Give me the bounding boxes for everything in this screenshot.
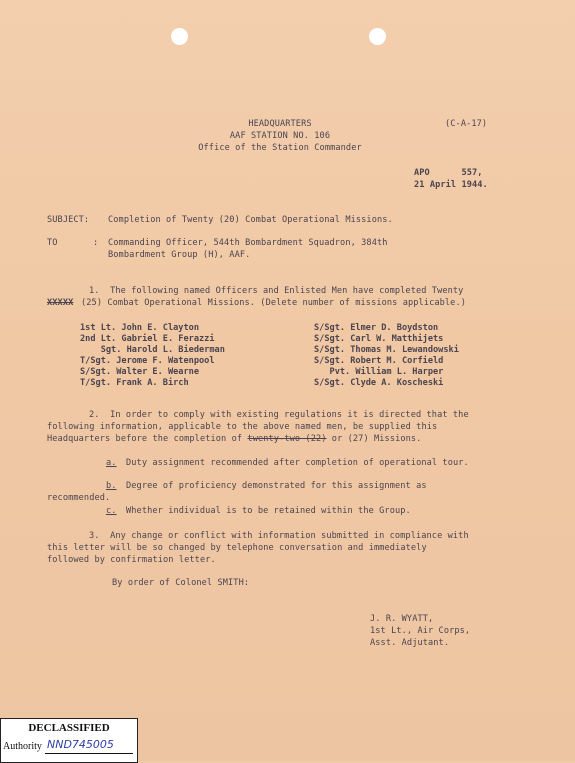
- signer-name: J. R. WYATT,: [370, 614, 434, 624]
- apo-number: APO 557,: [414, 168, 483, 178]
- header-line-3: Office of the Station Commander: [198, 143, 362, 153]
- roster-left: [80, 323, 225, 389]
- header-line-1: HEADQUARTERS: [248, 119, 312, 129]
- header-line-2: AAF STATION NO. 106: [229, 131, 331, 141]
- para3-line-3: followed by confirmation letter.: [47, 555, 216, 565]
- para2-line-2: following information, applicable to the above named men, be supplied this: [47, 422, 438, 432]
- item-b-text-cont: recommended.: [47, 493, 111, 503]
- subject-label: SUBJECT:: [47, 215, 90, 225]
- roster-entry: 1st Lt. John E. Clayton: [80, 323, 199, 333]
- roster-entry: Sgt. Harold L. Biederman: [80, 345, 225, 355]
- item-a-label: a.: [106, 458, 117, 468]
- to-line-2: Bombardment Group (H), AAF.: [108, 250, 251, 260]
- stamp-signature-line: [45, 753, 133, 754]
- roster-entry: S/Sgt. Elmer D. Boydston: [314, 323, 439, 333]
- para3-line-2: this letter will be so changed by telephone conversation and immediately: [47, 543, 427, 553]
- file-code: (C-A-17): [445, 119, 488, 129]
- declassified-stamp: [0, 718, 138, 763]
- punch-hole-right: [369, 28, 386, 45]
- item-c-text: Whether individual is to be retained within the Group.: [126, 506, 411, 516]
- letter-date: 21 April 1944.: [414, 180, 488, 190]
- para2-line-1: 2. In order to comply with existing regulations it is directed that the: [89, 410, 469, 420]
- para1-line-2: (25) Combat Operational Missions. (Delete number of missions applicable.): [81, 298, 466, 308]
- item-b-text: Degree of proficiency demonstrated for this assignment as: [126, 481, 427, 491]
- by-order: By order of Colonel SMITH:: [112, 578, 250, 588]
- roster-entry: 2nd Lt. Gabriel E. Ferazzi: [80, 334, 215, 344]
- item-b-label: b.: [106, 481, 117, 491]
- para3-line-1: 3. Any change or conflict with information submitted in compliance with: [89, 531, 469, 541]
- subject-text: Completion of Twenty (20) Combat Operational Missions.: [108, 215, 393, 225]
- roster-entry: S/Sgt. Clyde A. Koscheski: [314, 378, 444, 388]
- stamp-title: DECLASSIFIED: [28, 722, 110, 734]
- para1-line-1: 1. The following named Officers and Enlisted Men have completed Twenty: [89, 286, 464, 296]
- to-colon: :: [93, 238, 99, 248]
- to-label: TO: [47, 238, 58, 248]
- roster-entry: S/Sgt. Thomas M. Lewandowski: [314, 345, 459, 355]
- struck-mission-count: twenty-two (22): [247, 434, 327, 444]
- to-line-1: Commanding Officer, 544th Bombardment Squadron, 384th: [108, 238, 388, 248]
- roster-entry: S/Sgt. Walter E. Wearne: [80, 367, 199, 377]
- item-c-label: c.: [106, 506, 117, 516]
- signer-title: Asst. Adjutant.: [370, 638, 450, 648]
- para1-struck-number: XXXXX: [47, 298, 74, 308]
- stamp-authority-number: NND745005: [47, 738, 114, 751]
- roster-entry: Pvt. William L. Harper: [314, 367, 444, 377]
- stamp-authority-label: Authority: [3, 741, 42, 752]
- roster-entry: T/Sgt. Frank A. Birch: [80, 378, 189, 388]
- roster-entry: S/Sgt. Robert M. Corfield: [314, 356, 444, 366]
- para2-line-3: Headquarters before the completion of twenty-two (22) or (27) Missions.: [47, 434, 422, 444]
- roster-entry: T/Sgt. Jerome F. Watenpool: [80, 356, 215, 366]
- roster-right: [314, 323, 459, 389]
- punch-hole-left: [171, 28, 188, 45]
- item-a-text: Duty assignment recommended after completion of operational tour.: [126, 458, 469, 468]
- signer-rank: 1st Lt., Air Corps,: [370, 626, 471, 636]
- roster-entry: S/Sgt. Carl W. Matthijets: [314, 334, 444, 344]
